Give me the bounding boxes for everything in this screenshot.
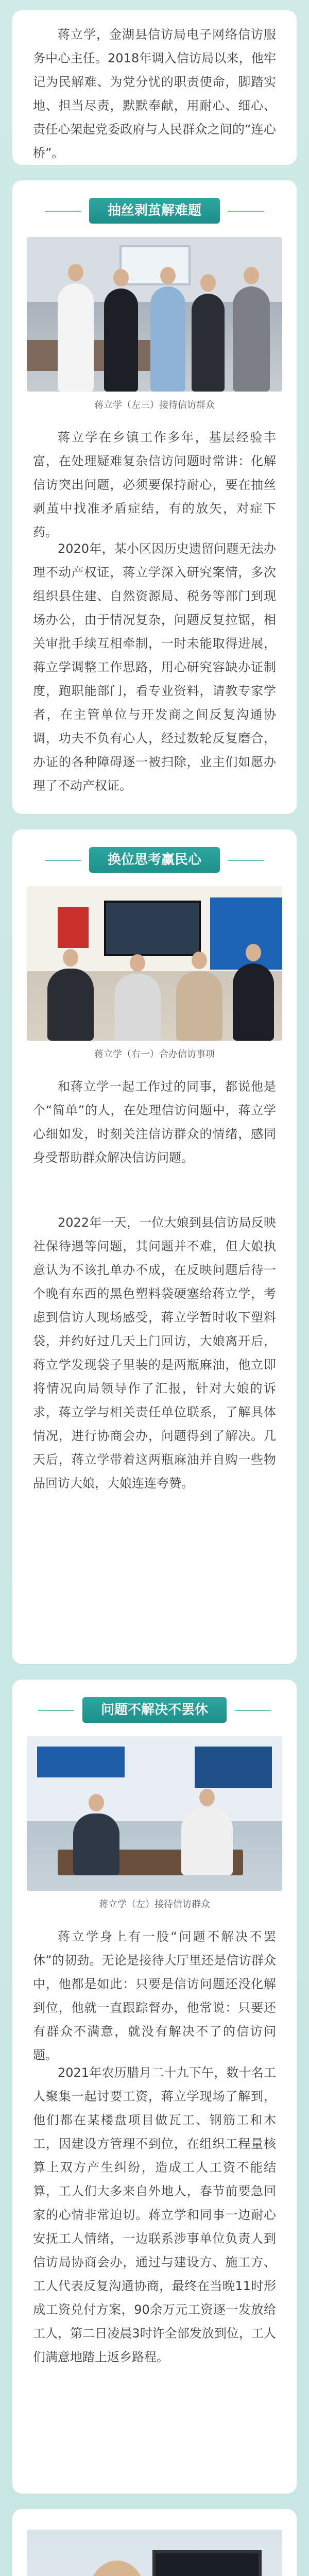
section-title-1: 抽丝剥茧解难题 bbox=[89, 198, 220, 224]
section-photo-3 bbox=[27, 1736, 282, 1891]
section-photo-1 bbox=[27, 237, 282, 392]
section-photo-caption-3: 蒋立学（左）接待信访群众 bbox=[99, 1899, 210, 1910]
section-photo-2 bbox=[27, 886, 282, 1041]
section-title-2: 换位思考赢民心 bbox=[89, 847, 220, 873]
intro-card bbox=[12, 10, 297, 165]
section-2-paragraph-1: 和蒋立学一起工作过的同事，都说他是个“简单”的人，在处理信访问题中，蒋立学心细如发，时刻关注信访群众的情绪，感同身受帮助群众解决信访问题。 bbox=[33, 1079, 276, 1165]
section-card-3 bbox=[12, 1680, 297, 2494]
section-3-paragraph-1: 蒋立学身上有一股“问题不解决不罢休”的韧劲。无论是接待大厅里还是信访群众中，他都是如此：只要是信访问题还没化解到位，他就一直跟踪督办，他常说：只要还有群众不满意，就没有解决不了的信访问题。 bbox=[33, 1929, 276, 2062]
section-3-paragraph-2: 2021年农历腊月二十九下午，数十名工人聚集一起讨要工资，蒋立学现场了解到，他们都在某楼盘项目做瓦工、钢筋工和木工，因建设方管理不到位，在组织工程量核算上双方产生纠纷，造成工人工资不能结算，工人们大多来自外地人，春节前要急回家的心情非常迫切。蒋立学和同事一边耐心安抚工人情绪，一边联系涉事单位负责人到信访局协商会办，通过与建设方、施工方、工人代表反复沟通协商，最终在当晚11时形成工资兑付方案，90余万元工资逐一发放给工人，第二日凌晨3时许全部发放到位，工人们满意地踏上返乡路程。 bbox=[33, 2065, 276, 2364]
portrait-photo bbox=[27, 2530, 282, 2576]
section-card-2 bbox=[12, 829, 297, 1664]
section-title-3: 问题不解决不罢休 bbox=[82, 1697, 227, 1723]
section-1-paragraph-1: 蒋立学在乡镇工作多年，基层经验丰富，在处理疑难复杂信访问题时常讲：化解信访突出问题，必须要保持耐心，要在抽丝剥茧中找准矛盾症结，有的放矢，对症下药。 bbox=[33, 430, 276, 539]
section-photo-caption-2: 蒋立学（右一）合办信访事项 bbox=[94, 1049, 215, 1060]
section-1-paragraph-2: 2020年，某小区因历史遗留问题无法办理不动产权证，蒋立学深入研究案情，多次组织县住建、自然资源局、税务等部门到现场办公，由于情况复杂，问题反复拉锯，相关审批手续互相牵制，一时未能取得进展，蒋立学调整工作思路，用心研究容缺办证制度，跑职能部门，看专业资料，请教专家学者，在主管单位与开发商之间反复沟通协调，功夫不负有心人，经过数轮反复磨合，办证的各种障碍逐一被扫除，业主们如愿办理了不动产权证。 bbox=[33, 541, 276, 793]
section-photo-caption-1: 蒋立学（左三）接待信访群众 bbox=[94, 400, 215, 411]
intro-paragraph: 蒋立学，金湖县信访局电子网络信访服务中心主任。2018年调入信访局以来，他牢记为民解难、为党分忧的职责使命，脚踏实地、担当尽责，默默奉献，用耐心、细心、责任心架起党委政府与人民群众之间的“连心桥”。 bbox=[33, 27, 276, 160]
closing-card bbox=[12, 2509, 297, 2576]
section-card-1 bbox=[12, 180, 297, 814]
section-2-paragraph-2: 2022年一天，一位大娘到县信访局反映社保待遇等问题，其问题并不难，但大娘执意认为不该扎单办不成，在反映问题后待一个晚有东西的黑色塑料袋硬塞给蒋立学，考虑到信访人现场感受，蒋立学暂时收下塑料袋，并约好过几天上门回访，大娘离开后，蒋立学发现袋子里装的是两瓶麻油，他立即将情况向局领导作了汇报，针对大娘的诉求，蒋立学与相关责任单位联系，了解具体情况，进行协商会办，问题得到了解决。几天后，蒋立学带着这两瓶麻油并自购一些物品回访大娘，大娘连连夸赞。 bbox=[33, 1215, 276, 1490]
